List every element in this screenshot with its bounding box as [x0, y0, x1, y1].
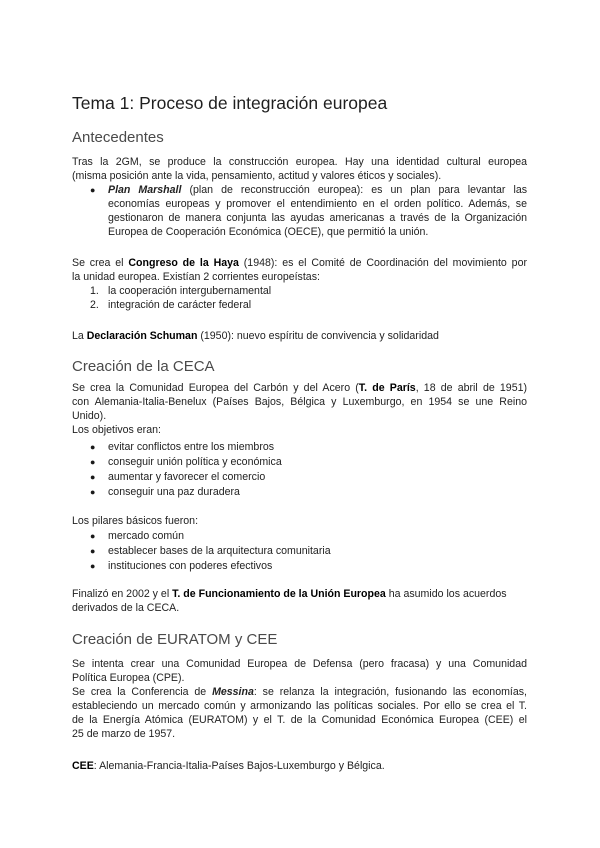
finalizo-line-2: derivados de la CECA.	[72, 602, 180, 614]
list-item: instituciones con poderes efectivos	[108, 560, 273, 572]
bullet-icon: ●	[90, 442, 96, 452]
heading-ceca: Creación de la CECA	[72, 358, 215, 375]
list-number: 1.	[90, 285, 99, 297]
list-number: 2.	[90, 299, 99, 311]
marshall-line-1: Plan Marshall (plan de reconstrucción europea): es un plan para levantar las	[108, 184, 528, 196]
pilares-intro: Los pilares básicos fueron:	[72, 515, 199, 527]
messina-term: Messina	[212, 686, 254, 698]
list-item: integración de carácter federal	[108, 299, 252, 311]
messina-line-3: de la Energía Atómica (EURATOM) y el T. de la Comunidad Económica Europea (CEE) el	[72, 714, 527, 726]
list-item: la cooperación intergubernamental	[108, 285, 272, 297]
haya-term: Congreso de la Haya	[128, 257, 239, 269]
list-item: evitar conflictos entre los miembros	[108, 441, 275, 453]
page-title: Tema 1: Proceso de integración europea	[72, 93, 388, 113]
ceca-line-1: Se crea la Comunidad Europea del Carbón y del Acero (T. de París, 18 de abril de 1951)	[72, 382, 528, 394]
messina-line-1: Se crea la Conferencia de Messina: se relanza la integración, fusionando las economías,	[72, 686, 527, 698]
bullet-icon: ●	[90, 531, 96, 541]
tfue-term: T. de Funcionamiento de la Unión Europea	[172, 588, 386, 600]
bullet-icon: ●	[90, 457, 96, 467]
bullet-icon: ●	[90, 185, 96, 195]
list-item: conseguir unión política y económica	[108, 456, 282, 468]
list-item: conseguir una paz duradera	[108, 486, 240, 498]
bullet-icon: ●	[90, 561, 96, 571]
marshall-line-4: Europea de Cooperación Económica (OECE), que permitió la unión.	[108, 226, 429, 238]
paris-term: T. de París	[358, 382, 416, 394]
bullet-icon: ●	[90, 487, 96, 497]
haya-line-1: Se crea el Congreso de la Haya (1948): es el Comité de Coordinación del movimiento por	[72, 257, 527, 269]
heading-antecedentes: Antecedentes	[72, 129, 164, 146]
cee-term: CEE	[72, 760, 94, 772]
messina-line-2: estableciendo un mercado común y armonizando las políticas sociales. Por ello se crea el T.	[72, 700, 527, 712]
schuman-line: La Declaración Schuman (1950): nuevo espíritu de convivencia y solidaridad	[72, 330, 439, 342]
marshall-line-2: economías europeas y promover el entendimiento en el orden político. Además, se	[108, 198, 527, 210]
haya-line-2: la unidad europea. Existían 2 corrientes europeístas:	[72, 271, 320, 283]
schuman-term: Declaración Schuman	[86, 330, 198, 342]
bullet-icon: ●	[90, 546, 96, 556]
messina-line-4: 25 de marzo de 1957.	[72, 728, 176, 740]
marshall-line-3: gestionaron de manera conjunta las ayudas americanas a través de la Organización	[108, 212, 527, 224]
ceca-line-2: con Alemania-Italia-Benelux (Países Bajos, Bélgica y Luxemburgo, en 1954 se une Reino	[72, 396, 527, 408]
euratom-line-1: Se intenta crear una Comunidad Europea de Defensa (pero fracasa) y una Comunidad	[72, 658, 527, 670]
bullet-icon: ●	[90, 472, 96, 482]
ceca-line-3: Unido).	[72, 410, 107, 422]
list-item: establecer bases de la arquitectura comunitaria	[108, 545, 331, 557]
cee-members-line: CEE: Alemania-Francia-Italia-Países Bajos-Luxemburgo y Bélgica.	[72, 760, 385, 772]
heading-euratom-cee: Creación de EURATOM y CEE	[72, 631, 278, 648]
antecedentes-line-2: (misma posición ante la vida, pensamiento, actitud y valores éticos y sociales).	[72, 170, 442, 182]
objetivos-intro: Los objetivos eran:	[72, 424, 161, 436]
antecedentes-line-1: Tras la 2GM, se produce la construcción europea. Hay una identidad cultural europea	[72, 156, 527, 168]
marshall-term: Plan Marshall	[108, 184, 182, 196]
euratom-line-2: Política Europea (CPE).	[72, 672, 185, 684]
list-item: aumentar y favorecer el comercio	[108, 471, 266, 483]
list-item: mercado común	[108, 530, 184, 542]
finalizo-line-1: Finalizó en 2002 y el T. de Funcionamiento de la Unión Europea ha asumido los acuerdos	[72, 588, 507, 600]
